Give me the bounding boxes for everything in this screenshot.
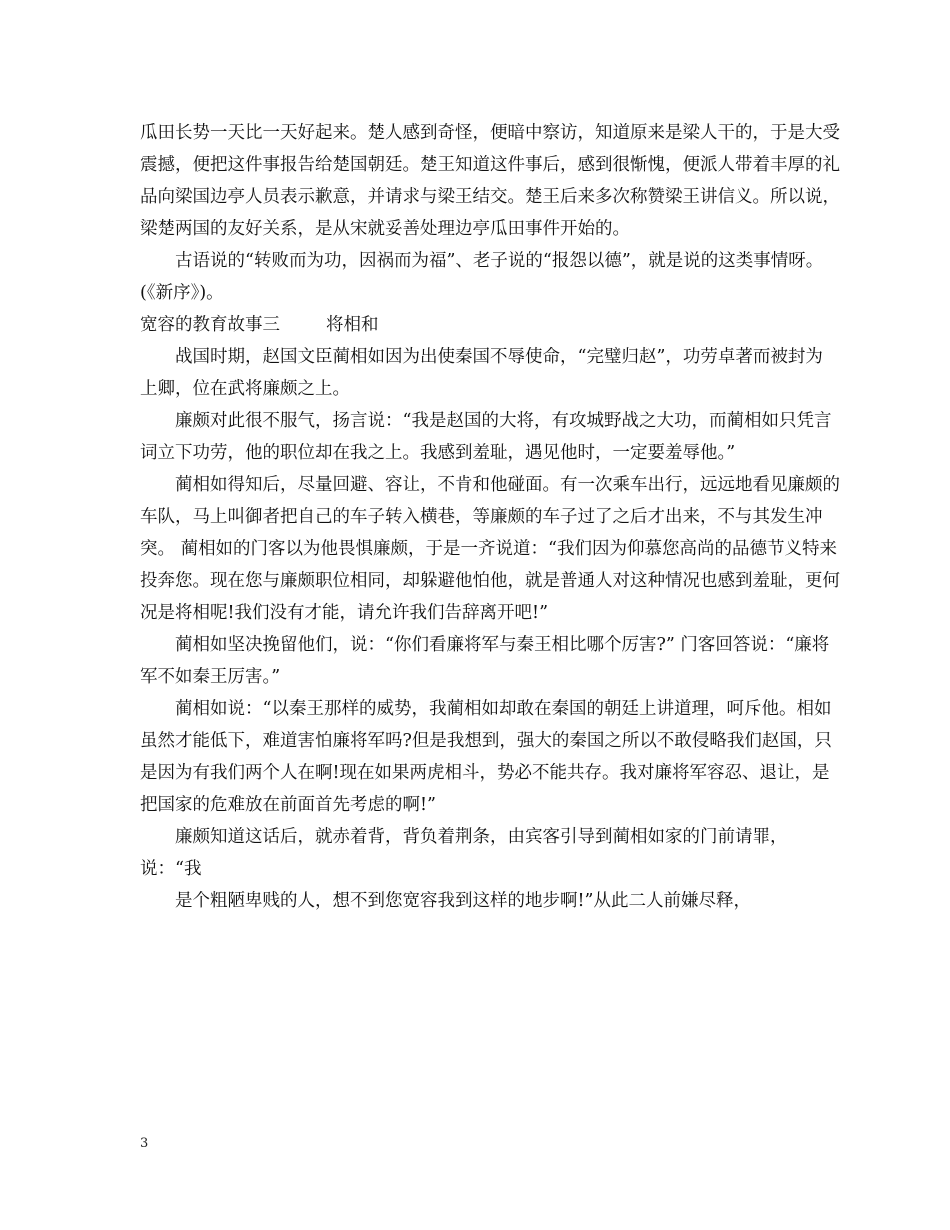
section-heading	[140, 309, 840, 341]
paragraph-ancient-saying: 古语说的“转败而为功，因祸而为福”、老子说的“报怨以德”，就是说的这类事情呀。(《新序》)。	[140, 251, 824, 303]
paragraph-lian-po-boast: 廉颇对此很不服气，扬言说：“我是赵国的大将，有攻城野战之大功，而蔺相如只凭言词立下功劳，他的职位却在我之上。我感到羞耻，遇见他时，一定要羞辱他。”	[140, 411, 832, 463]
section-heading-title: 将相和	[326, 315, 379, 335]
page-number: 3	[140, 1136, 149, 1151]
paragraph-melon-field-continued: 瓜田长势一天比一天好起来。楚人感到奇怪，便暗中察访，知道原来是梁人干的，于是大受震撼，便把这件事报告给楚国朝廷。楚王知道这件事后，感到很惭愧，便派人带着丰厚的礼品向梁国边亭人员表示歉意，并请求与梁王结交。楚王后来多次称赞梁王讲信义。所以说，梁楚两国的友好关系，是从宋就妥善处理边亭瓜田事件开始的。	[140, 123, 840, 239]
paragraph-reconciliation: 是个粗陋卑贱的人，想不到您宽容我到这样的地步啊!”从此二人前嫌尽释，	[175, 891, 751, 911]
paragraph-lin-xiangru-avoids: 蔺相如得知后，尽量回避、容让，不肯和他碰面。有一次乘车出行，远远地看见廉颇的车队，马上叫御者把自己的车子转入横巷，等廉颇的车子过了之后才出来，不与其发生冲突。 蔺相如的门客以为他畏惧廉颇，于是一齐说道：“我们因为仰慕您高尚的品德节义特来投奔您。现在您与廉颇职位相同，却躲避他怕他，就是普通人对这种情况也感到羞耻，更何况是将相呢!我们没有才能，请允许我们告辞离开吧!”	[140, 475, 840, 623]
section-heading-label: 宽容的教育故事三	[140, 315, 280, 335]
paragraph-warring-states: 战国时期，赵国文臣蔺相如因为出使秦国不辱使命，“完璧归赵”，功劳卓著而被封为上卿，位在武将廉颇之上。	[140, 347, 823, 399]
paragraph-lian-po-apology: 廉颇知道这话后，就赤着背，背负着荆条，由宾客引导到蔺相如家的门前请罪，说：“我	[140, 827, 788, 879]
paragraph-lin-xiangru-explains: 蔺相如说：“以秦王那样的威势，我蔺相如却敢在秦国的朝廷上讲道理，呵斥他。相如虽然才能低下，难道害怕廉将军吗?但是我想到，强大的秦国之所以不敢侵略我们赵国，只是因为有我们两个人在啊!现在如果两虎相斗，势必不能共存。我对廉将军容忍、退让，是把国家的危难放在前面首先考虑的啊!”	[140, 699, 832, 815]
document-body	[140, 117, 840, 917]
paragraph-retainers-question: 蔺相如坚决挽留他们，说：“你们看廉将军与秦王相比哪个厉害?” 门客回答说：“廉将军不如秦王厉害。”	[140, 635, 830, 687]
